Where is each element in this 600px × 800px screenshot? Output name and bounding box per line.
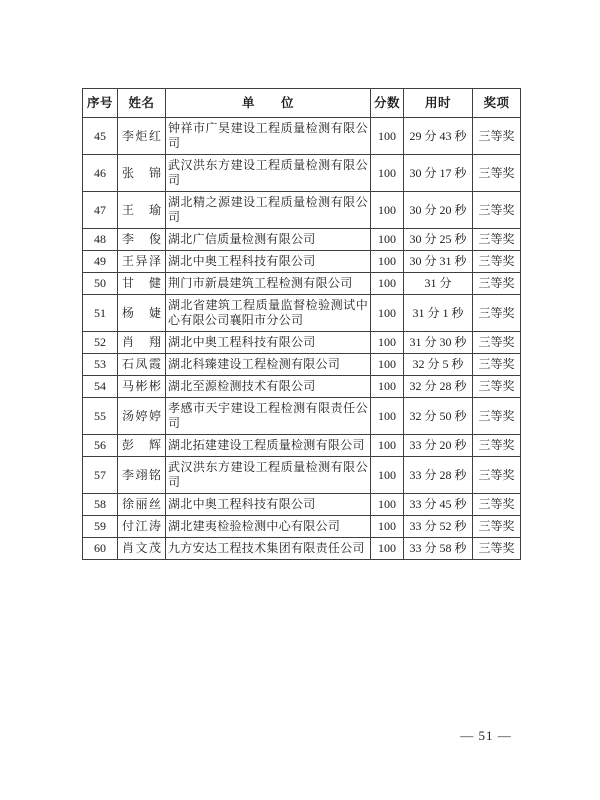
cell-index: 49 (83, 251, 118, 273)
cell-score: 100 (371, 229, 404, 251)
cell-award: 三等奖 (473, 435, 521, 457)
cell-index: 59 (83, 516, 118, 538)
cell-name: 汤婷婷 (118, 398, 166, 435)
cell-score: 100 (371, 494, 404, 516)
cell-name: 肖文茂 (118, 538, 166, 560)
cell-time: 33 分 45 秒 (404, 494, 473, 516)
cell-score: 100 (371, 295, 404, 332)
cell-index: 57 (83, 457, 118, 494)
cell-award: 三等奖 (473, 155, 521, 192)
cell-score: 100 (371, 273, 404, 295)
cell-time: 32 分 5 秒 (404, 354, 473, 376)
cell-time: 30 分 20 秒 (404, 192, 473, 229)
cell-time: 33 分 52 秒 (404, 516, 473, 538)
table-row (83, 273, 521, 295)
cell-company: 湖北拓建建设工程质量检测有限公司 (166, 435, 371, 457)
cell-score: 100 (371, 376, 404, 398)
cell-index: 48 (83, 229, 118, 251)
table-row (83, 332, 521, 354)
cell-company: 湖北中奥工程科技有限公司 (166, 332, 371, 354)
cell-score: 100 (371, 118, 404, 155)
cell-company: 荆门市新晨建筑工程检测有限公司 (166, 273, 371, 295)
cell-name: 肖翔 (118, 332, 166, 354)
table-row (83, 494, 521, 516)
cell-award: 三等奖 (473, 229, 521, 251)
cell-index: 46 (83, 155, 118, 192)
cell-score: 100 (371, 354, 404, 376)
cell-time: 29 分 43 秒 (404, 118, 473, 155)
cell-name: 彭辉 (118, 435, 166, 457)
cell-index: 56 (83, 435, 118, 457)
cell-award: 三等奖 (473, 376, 521, 398)
column-header-time: 用时 (404, 89, 473, 118)
table-row (83, 229, 521, 251)
cell-index: 58 (83, 494, 118, 516)
column-header-score: 分数 (371, 89, 404, 118)
cell-index: 54 (83, 376, 118, 398)
column-header-award: 奖项 (473, 89, 521, 118)
table-row (83, 376, 521, 398)
table-row (83, 251, 521, 273)
cell-score: 100 (371, 538, 404, 560)
cell-score: 100 (371, 251, 404, 273)
table-row (83, 295, 521, 332)
cell-name: 王异泽 (118, 251, 166, 273)
cell-name: 付江涛 (118, 516, 166, 538)
cell-time: 33 分 58 秒 (404, 538, 473, 560)
cell-award: 三等奖 (473, 516, 521, 538)
results-table-body (83, 118, 521, 560)
cell-time: 32 分 50 秒 (404, 398, 473, 435)
cell-name: 李翊铭 (118, 457, 166, 494)
cell-company: 孝感市天宇建设工程检测有限责任公司 (166, 398, 371, 435)
cell-award: 三等奖 (473, 494, 521, 516)
table-row (83, 457, 521, 494)
table-row (83, 516, 521, 538)
cell-index: 60 (83, 538, 118, 560)
cell-name: 石凤霞 (118, 354, 166, 376)
cell-time: 31 分 30 秒 (404, 332, 473, 354)
cell-name: 王瑜 (118, 192, 166, 229)
cell-score: 100 (371, 192, 404, 229)
cell-company: 湖北精之源建设工程质量检测有限公司 (166, 192, 371, 229)
cell-time: 31 分 (404, 273, 473, 295)
cell-name: 李俊 (118, 229, 166, 251)
page-number: — 51 — (460, 728, 512, 743)
cell-score: 100 (371, 398, 404, 435)
cell-award: 三等奖 (473, 354, 521, 376)
table-row (83, 398, 521, 435)
cell-name: 马彬彬 (118, 376, 166, 398)
cell-company: 湖北至源检测技术有限公司 (166, 376, 371, 398)
cell-score: 100 (371, 457, 404, 494)
table-header-row (83, 89, 521, 118)
cell-company: 武汉洪东方建设工程质量检测有限公司 (166, 457, 371, 494)
cell-award: 三等奖 (473, 398, 521, 435)
table-row (83, 155, 521, 192)
column-header-index: 序号 (83, 89, 118, 118)
cell-score: 100 (371, 332, 404, 354)
cell-index: 50 (83, 273, 118, 295)
table-row (83, 192, 521, 229)
cell-company: 九方安达工程技术集团有限责任公司 (166, 538, 371, 560)
cell-time: 30 分 31 秒 (404, 251, 473, 273)
cell-company: 武汉洪东方建设工程质量检测有限公司 (166, 155, 371, 192)
cell-award: 三等奖 (473, 118, 521, 155)
cell-index: 52 (83, 332, 118, 354)
cell-award: 三等奖 (473, 457, 521, 494)
cell-time: 30 分 25 秒 (404, 229, 473, 251)
cell-award: 三等奖 (473, 295, 521, 332)
cell-company: 湖北中奥工程科技有限公司 (166, 251, 371, 273)
cell-company: 钟祥市广昊建设工程质量检测有限公司 (166, 118, 371, 155)
cell-index: 45 (83, 118, 118, 155)
table-row (83, 118, 521, 155)
cell-time: 30 分 17 秒 (404, 155, 473, 192)
cell-index: 53 (83, 354, 118, 376)
table-row (83, 538, 521, 560)
table-row (83, 354, 521, 376)
cell-company: 湖北科臻建设工程检测有限公司 (166, 354, 371, 376)
cell-company: 湖北广信质量检测有限公司 (166, 229, 371, 251)
cell-company: 湖北建夷检验检测中心有限公司 (166, 516, 371, 538)
cell-name: 杨婕 (118, 295, 166, 332)
cell-time: 33 分 20 秒 (404, 435, 473, 457)
cell-company: 湖北中奥工程科技有限公司 (166, 494, 371, 516)
cell-score: 100 (371, 155, 404, 192)
column-header-name: 姓名 (118, 89, 166, 118)
cell-index: 55 (83, 398, 118, 435)
cell-award: 三等奖 (473, 192, 521, 229)
column-header-company: 单 位 (166, 89, 371, 118)
cell-name: 甘健 (118, 273, 166, 295)
cell-name: 张锦 (118, 155, 166, 192)
cell-company: 湖北省建筑工程质量监督检验测试中心有限公司襄阳市分公司 (166, 295, 371, 332)
cell-time: 33 分 28 秒 (404, 457, 473, 494)
cell-time: 31 分 1 秒 (404, 295, 473, 332)
cell-award: 三等奖 (473, 332, 521, 354)
cell-score: 100 (371, 516, 404, 538)
cell-score: 100 (371, 435, 404, 457)
cell-award: 三等奖 (473, 538, 521, 560)
cell-index: 47 (83, 192, 118, 229)
cell-name: 徐丽丝 (118, 494, 166, 516)
cell-name: 李炬红 (118, 118, 166, 155)
table-row (83, 435, 521, 457)
cell-award: 三等奖 (473, 273, 521, 295)
results-table (82, 88, 521, 560)
cell-award: 三等奖 (473, 251, 521, 273)
cell-index: 51 (83, 295, 118, 332)
cell-time: 32 分 28 秒 (404, 376, 473, 398)
